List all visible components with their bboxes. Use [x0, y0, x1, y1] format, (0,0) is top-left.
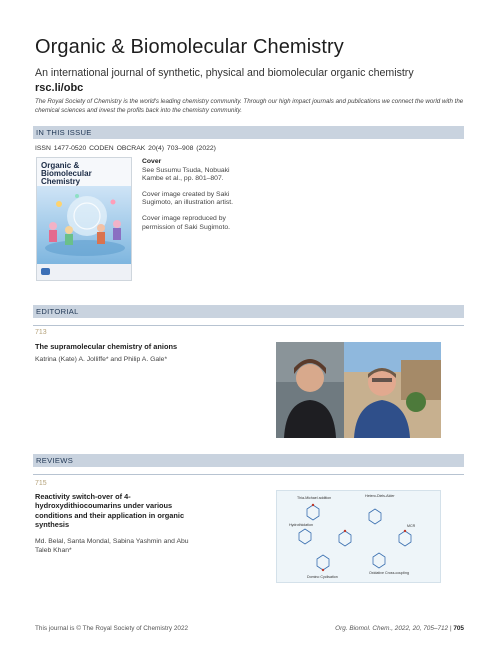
reviews-divider	[33, 474, 464, 475]
footer-citation-text: Org. Biomol. Chem., 2022, 20, 705–712 |	[335, 625, 452, 632]
cover-illustration	[37, 186, 132, 264]
graphic-label-oxidative-cross-coupling: Oxidative Cross-coupling	[369, 571, 409, 575]
editorial-page-number: 713	[35, 329, 47, 336]
graphic-label-domino-cyclisation: Domino Cyclisation	[307, 575, 338, 579]
review-title[interactable]: Reactivity switch-over of 4-hydroxydithiocoumarins under various conditions and their application in organic synthesis	[35, 492, 185, 530]
issn-line: ISSN 1477-0520 CODEN OBCRAK 20(4) 703–908 (2022)	[35, 145, 216, 152]
cover-permission: Cover image reproduced by permission of Saki Sugimoto.	[142, 214, 231, 231]
in-this-issue-bar	[33, 126, 464, 139]
editorial-heading: EDITORIAL	[36, 307, 79, 316]
graphic-label-hydrothiolation: Hydrothiolation	[289, 523, 313, 527]
cover-created-by: Cover image created by Saki Sugimoto, an illustration artist.	[142, 190, 234, 207]
reaction-scheme-illustration	[277, 491, 441, 583]
cover-journal-logo: Organic & Biomolecular Chemistry	[41, 161, 92, 186]
footer-page-number: 705	[453, 625, 464, 632]
cover-reference: See Susumu Tsuda, Nobuaki Kambe et al., pp. 801–807.	[142, 166, 230, 183]
graphic-label-mcr: MCR	[407, 524, 416, 528]
editorial-authors: Katrina (Kate) A. Jolliffe* and Philip A. Gale*	[35, 356, 168, 363]
editorial-title[interactable]: The supramolecular chemistry of anions	[35, 342, 178, 351]
graphic-label-hetero-diels-alder: Hetero-Diels-Alder	[365, 494, 395, 498]
cover-caption	[142, 158, 242, 239]
graphic-label-thia-michael: Thia-Michael addition	[297, 496, 332, 500]
rsc-logo-icon	[41, 268, 50, 275]
author-portraits-illustration	[276, 342, 441, 438]
review-graphical-abstract	[276, 490, 441, 583]
cover-footer-strip	[37, 264, 132, 280]
footer-copyright: This journal is © The Royal Society of Chemistry 2022	[35, 625, 189, 632]
cover-heading: Cover	[142, 158, 162, 165]
footer-citation	[300, 625, 464, 632]
cover-image[interactable]	[36, 157, 132, 281]
reviews-bar	[33, 454, 464, 467]
journal-description: The Royal Society of Chemistry is the world's leading chemistry community. Through our high impact journals and publications we connect the world with the chemical sciences and invest the profits back into the chemistry community.	[35, 98, 464, 114]
editorial-divider	[33, 325, 464, 326]
review-authors: Md. Belal, Santa Mondal, Sabina Yashmin and Abu Taleb Khan*	[35, 538, 189, 554]
journal-subtitle: An international journal of synthetic, physical and biomolecular organic chemistry	[35, 67, 414, 79]
review-page-number: 715	[35, 480, 47, 487]
editorial-authors-photo	[276, 342, 441, 438]
journal-title: Organic & Biomolecular Chemistry	[35, 36, 344, 58]
in-this-issue-heading: IN THIS ISSUE	[36, 128, 92, 137]
reviews-heading: REVIEWS	[36, 456, 74, 465]
editorial-bar	[33, 305, 464, 318]
journal-url-link[interactable]: rsc.li/obc	[35, 82, 84, 94]
